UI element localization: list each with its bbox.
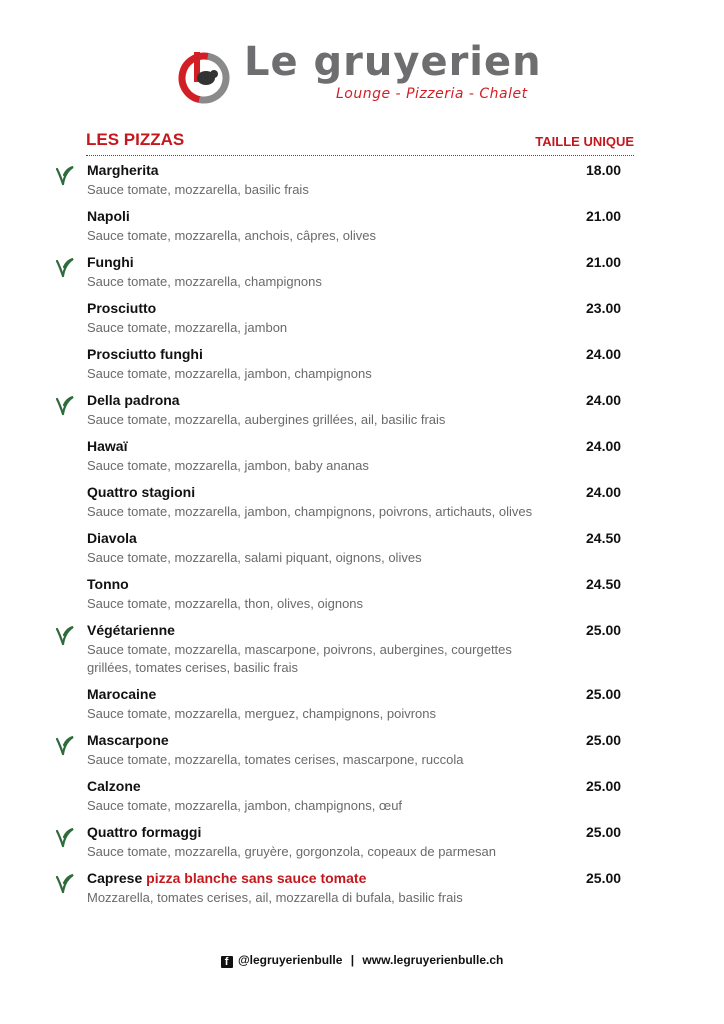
item-name-text: Mascarpone: [87, 732, 169, 748]
item-description: Sauce tomate, mozzarella, jambon, champignons: [87, 366, 372, 381]
item-price: 24.00: [586, 438, 622, 454]
item-price: 24.00: [586, 346, 622, 362]
item-description: Sauce tomate, mozzarella, salami piquant, oignons, olives: [87, 550, 422, 565]
facebook-icon[interactable]: f: [221, 956, 233, 968]
menu-item: [0, 776, 724, 822]
item-price: 25.00: [586, 778, 622, 794]
item-note: pizza blanche sans sauce tomate: [146, 870, 367, 886]
item-name: [87, 346, 203, 362]
menu-item: [0, 160, 724, 206]
item-name-text: Caprese: [87, 870, 143, 886]
item-name-text: Quattro formaggi: [87, 824, 202, 840]
menu-item: [0, 684, 724, 730]
item-name: [87, 778, 141, 794]
item-price: 21.00: [586, 208, 622, 224]
brand-name: Le gruyerien: [244, 39, 542, 85]
footer-separator: |: [350, 953, 355, 967]
menu-item: [0, 482, 724, 528]
size-column-header: TAILLE UNIQUE: [535, 134, 634, 149]
section-title: LES PIZZAS: [86, 130, 185, 149]
item-name-text: Margherita: [87, 162, 159, 178]
leaf-icon: [52, 255, 76, 279]
brand-tagline: Lounge - Pizzeria - Chalet: [336, 86, 528, 102]
item-price: 25.00: [586, 824, 622, 840]
item-name-text: Della padrona: [87, 392, 180, 408]
item-price: 24.50: [586, 576, 622, 592]
gruyerien-logo-icon: [176, 48, 232, 104]
item-name-text: Végétarienne: [87, 622, 175, 638]
leaf-icon: [52, 393, 76, 417]
item-description: Sauce tomate, mozzarella, jambon, baby ananas: [87, 458, 369, 473]
item-name: [87, 622, 175, 638]
item-name: [87, 438, 127, 454]
item-price: 25.00: [586, 622, 622, 638]
item-name-text: Quattro stagioni: [87, 484, 196, 500]
item-description: Sauce tomate, mozzarella, tomates cerises, mascarpone, ruccola: [87, 752, 464, 767]
item-name: [87, 392, 180, 408]
leaf-icon: [52, 825, 76, 849]
item-description: Sauce tomate, mozzarella, mascarpone, poivrons, aubergines, courgettes grillées, tomates cerises, basilic frais: [87, 642, 512, 675]
item-name-text: Hawaï: [87, 438, 128, 454]
item-description: Mozzarella, tomates cerises, ail, mozzarella di bufala, basilic frais: [87, 890, 463, 905]
item-price: 25.00: [586, 686, 622, 702]
leaf-icon: [52, 163, 76, 187]
item-description: Sauce tomate, mozzarella, jambon, champignons, œuf: [87, 798, 403, 813]
menu-item: [0, 574, 724, 620]
item-description: Sauce tomate, mozzarella, jambon: [87, 320, 288, 335]
item-name-text: Marocaine: [87, 686, 157, 702]
item-description: Sauce tomate, mozzarella, jambon, champignons, poivrons, artichauts, olives: [87, 504, 533, 519]
item-name: [87, 824, 201, 840]
menu-item: [0, 390, 724, 436]
item-price: 21.00: [586, 254, 622, 270]
item-name-text: Diavola: [87, 530, 137, 546]
item-name: [87, 870, 366, 886]
leaf-icon: [52, 733, 76, 757]
item-name-text: Funghi: [87, 254, 134, 270]
item-name: [87, 484, 195, 500]
item-name: [87, 530, 137, 546]
menu-item: [0, 868, 724, 914]
menu-item: [0, 436, 724, 482]
item-price: 23.00: [586, 300, 622, 316]
item-price: 18.00: [586, 162, 622, 178]
menu-item: [0, 344, 724, 390]
website-link[interactable]: www.legruyerienbulle.ch: [362, 953, 504, 967]
item-name: [87, 300, 156, 316]
item-name: [87, 254, 134, 270]
menu-item: [0, 252, 724, 298]
item-name: [87, 576, 129, 592]
section-divider: [86, 155, 634, 156]
item-name-text: Prosciutto funghi: [87, 346, 203, 362]
item-description: Sauce tomate, mozzarella, merguez, champignons, poivrons: [87, 706, 437, 721]
header: [0, 0, 724, 110]
menu-item: [0, 730, 724, 776]
item-description: Sauce tomate, mozzarella, champignons: [87, 274, 322, 289]
item-description: Sauce tomate, mozzarella, anchois, câpres, olives: [87, 228, 377, 243]
item-name: [87, 686, 156, 702]
item-price: 25.00: [586, 870, 622, 886]
item-name: [87, 162, 159, 178]
footer: [0, 953, 724, 968]
item-name-text: Napoli: [87, 208, 130, 224]
menu-item: [0, 822, 724, 868]
item-price: 24.00: [586, 484, 622, 500]
item-name: [87, 732, 169, 748]
facebook-handle[interactable]: @legruyerienbulle: [237, 953, 343, 967]
item-name-text: Prosciutto: [87, 300, 157, 316]
item-description: Sauce tomate, mozzarella, aubergines grillées, ail, basilic frais: [87, 412, 446, 427]
item-description: Sauce tomate, mozzarella, basilic frais: [87, 182, 309, 197]
item-price: 25.00: [586, 732, 622, 748]
menu-item: [0, 528, 724, 574]
item-price: 24.50: [586, 530, 622, 546]
item-price: 24.00: [586, 392, 622, 408]
item-description: Sauce tomate, mozzarella, thon, olives, oignons: [87, 596, 364, 611]
item-name: [87, 208, 130, 224]
menu-item: [0, 206, 724, 252]
item-name-text: Calzone: [87, 778, 141, 794]
leaf-icon: [52, 623, 76, 647]
item-name-text: Tonno: [87, 576, 129, 592]
leaf-icon: [52, 871, 76, 895]
menu-item: [0, 298, 724, 344]
menu-item: [0, 620, 724, 684]
item-description: Sauce tomate, mozzarella, gruyère, gorgonzola, copeaux de parmesan: [87, 844, 497, 859]
pizza-menu: [0, 160, 724, 914]
